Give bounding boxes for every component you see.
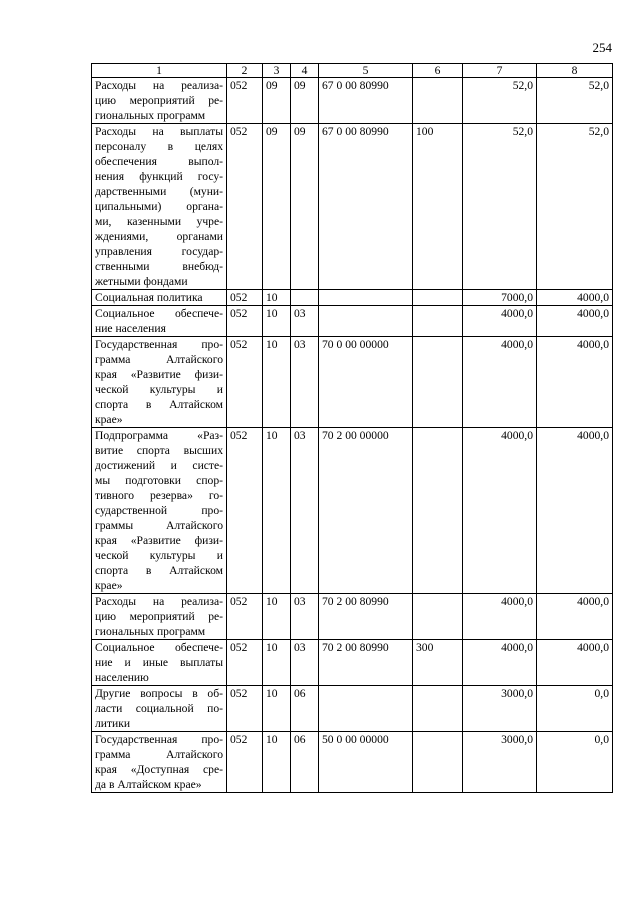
code-target: 70 2 00 80990 xyxy=(319,594,413,640)
code-expense-type: 300 xyxy=(413,640,463,686)
code-subsection: 03 xyxy=(291,428,319,594)
column-header: 5 xyxy=(319,64,413,78)
amount-2: 4000,0 xyxy=(537,640,613,686)
table-row xyxy=(92,640,613,686)
row-name: Государственная про- грамма Алтайского края «Развитие физи- ческой культуры и спорта в Алтайском крае» xyxy=(92,337,227,428)
table-row xyxy=(92,337,613,428)
code-glavbuh: 052 xyxy=(227,428,263,594)
amount-2: 52,0 xyxy=(537,124,613,290)
code-expense-type xyxy=(413,732,463,793)
header-row xyxy=(92,64,613,78)
column-header: 1 xyxy=(92,64,227,78)
budget-table xyxy=(91,63,613,793)
code-target: 67 0 00 80990 xyxy=(319,124,413,290)
code-expense-type: 100 xyxy=(413,124,463,290)
code-section: 10 xyxy=(263,428,291,594)
amount-2: 4000,0 xyxy=(537,290,613,306)
amount-2: 0,0 xyxy=(537,732,613,793)
code-expense-type xyxy=(413,594,463,640)
row-name: Подпрограмма «Раз- витие спорта высших достижений и систе- мы подготовки спор- тивного резерва» го- сударственной про- граммы Алтайского края «Развитие физи- ческой культуры и спорта в Алтайском крае» xyxy=(92,428,227,594)
code-section: 09 xyxy=(263,78,291,124)
amount-1: 52,0 xyxy=(463,124,537,290)
code-glavbuh: 052 xyxy=(227,78,263,124)
code-subsection: 06 xyxy=(291,686,319,732)
row-name: Социальное обеспече- ние и иные выплаты населению xyxy=(92,640,227,686)
amount-1: 4000,0 xyxy=(463,428,537,594)
amount-1: 52,0 xyxy=(463,78,537,124)
column-header: 4 xyxy=(291,64,319,78)
code-target: 67 0 00 80990 xyxy=(319,78,413,124)
amount-2: 4000,0 xyxy=(537,337,613,428)
code-expense-type xyxy=(413,78,463,124)
row-name: Расходы на выплаты персоналу в целях обеспечения выпол- нения функций госу- дарственными (муни- ципальными) органа- ми, казенными учре- ждениями, органами управления государ- ственными внебюд- жетными фондами xyxy=(92,124,227,290)
table-row xyxy=(92,78,613,124)
code-glavbuh: 052 xyxy=(227,306,263,337)
code-glavbuh: 052 xyxy=(227,640,263,686)
table-row xyxy=(92,124,613,290)
amount-1: 3000,0 xyxy=(463,686,537,732)
amount-1: 4000,0 xyxy=(463,306,537,337)
code-subsection: 03 xyxy=(291,594,319,640)
page-number: 254 xyxy=(592,40,612,55)
table-row xyxy=(92,290,613,306)
code-expense-type xyxy=(413,428,463,594)
code-subsection: 09 xyxy=(291,78,319,124)
amount-1: 4000,0 xyxy=(463,337,537,428)
table-row xyxy=(92,428,613,594)
amount-1: 4000,0 xyxy=(463,594,537,640)
code-target: 70 2 00 00000 xyxy=(319,428,413,594)
amount-1: 7000,0 xyxy=(463,290,537,306)
column-header: 6 xyxy=(413,64,463,78)
code-target xyxy=(319,686,413,732)
code-section: 10 xyxy=(263,732,291,793)
amount-2: 52,0 xyxy=(537,78,613,124)
code-section: 10 xyxy=(263,290,291,306)
row-name: Другие вопросы в об- ласти социальной по- литики xyxy=(92,686,227,732)
code-glavbuh: 052 xyxy=(227,732,263,793)
amount-2: 4000,0 xyxy=(537,594,613,640)
code-section: 10 xyxy=(263,337,291,428)
code-section: 10 xyxy=(263,686,291,732)
column-header: 8 xyxy=(537,64,613,78)
code-glavbuh: 052 xyxy=(227,594,263,640)
code-section: 10 xyxy=(263,640,291,686)
column-header: 7 xyxy=(463,64,537,78)
column-header: 2 xyxy=(227,64,263,78)
code-expense-type xyxy=(413,306,463,337)
row-name: Государственная про- грамма Алтайского края «Доступная сре- да в Алтайском крае» xyxy=(92,732,227,793)
code-subsection: 03 xyxy=(291,337,319,428)
code-expense-type xyxy=(413,290,463,306)
code-glavbuh: 052 xyxy=(227,290,263,306)
amount-2: 0,0 xyxy=(537,686,613,732)
code-section: 09 xyxy=(263,124,291,290)
table-row xyxy=(92,686,613,732)
code-section: 10 xyxy=(263,594,291,640)
table-row xyxy=(92,306,613,337)
code-target xyxy=(319,290,413,306)
code-glavbuh: 052 xyxy=(227,337,263,428)
code-subsection: 03 xyxy=(291,640,319,686)
row-name: Расходы на реализа- цию мероприятий ре- гиональных программ xyxy=(92,594,227,640)
code-target xyxy=(319,306,413,337)
code-subsection: 03 xyxy=(291,306,319,337)
code-target: 70 0 00 00000 xyxy=(319,337,413,428)
code-glavbuh: 052 xyxy=(227,686,263,732)
table-row xyxy=(92,732,613,793)
amount-1: 4000,0 xyxy=(463,640,537,686)
row-name: Социальная политика xyxy=(92,290,227,306)
code-section: 10 xyxy=(263,306,291,337)
code-expense-type xyxy=(413,337,463,428)
row-name: Социальное обеспече- ние населения xyxy=(92,306,227,337)
code-target: 70 2 00 80990 xyxy=(319,640,413,686)
row-name: Расходы на реализа- цию мероприятий ре- гиональных программ xyxy=(92,78,227,124)
code-glavbuh: 052 xyxy=(227,124,263,290)
column-header: 3 xyxy=(263,64,291,78)
code-subsection xyxy=(291,290,319,306)
code-subsection: 09 xyxy=(291,124,319,290)
amount-2: 4000,0 xyxy=(537,306,613,337)
table-row xyxy=(92,594,613,640)
amount-2: 4000,0 xyxy=(537,428,613,594)
amount-1: 3000,0 xyxy=(463,732,537,793)
code-expense-type xyxy=(413,686,463,732)
code-subsection: 06 xyxy=(291,732,319,793)
code-target: 50 0 00 00000 xyxy=(319,732,413,793)
